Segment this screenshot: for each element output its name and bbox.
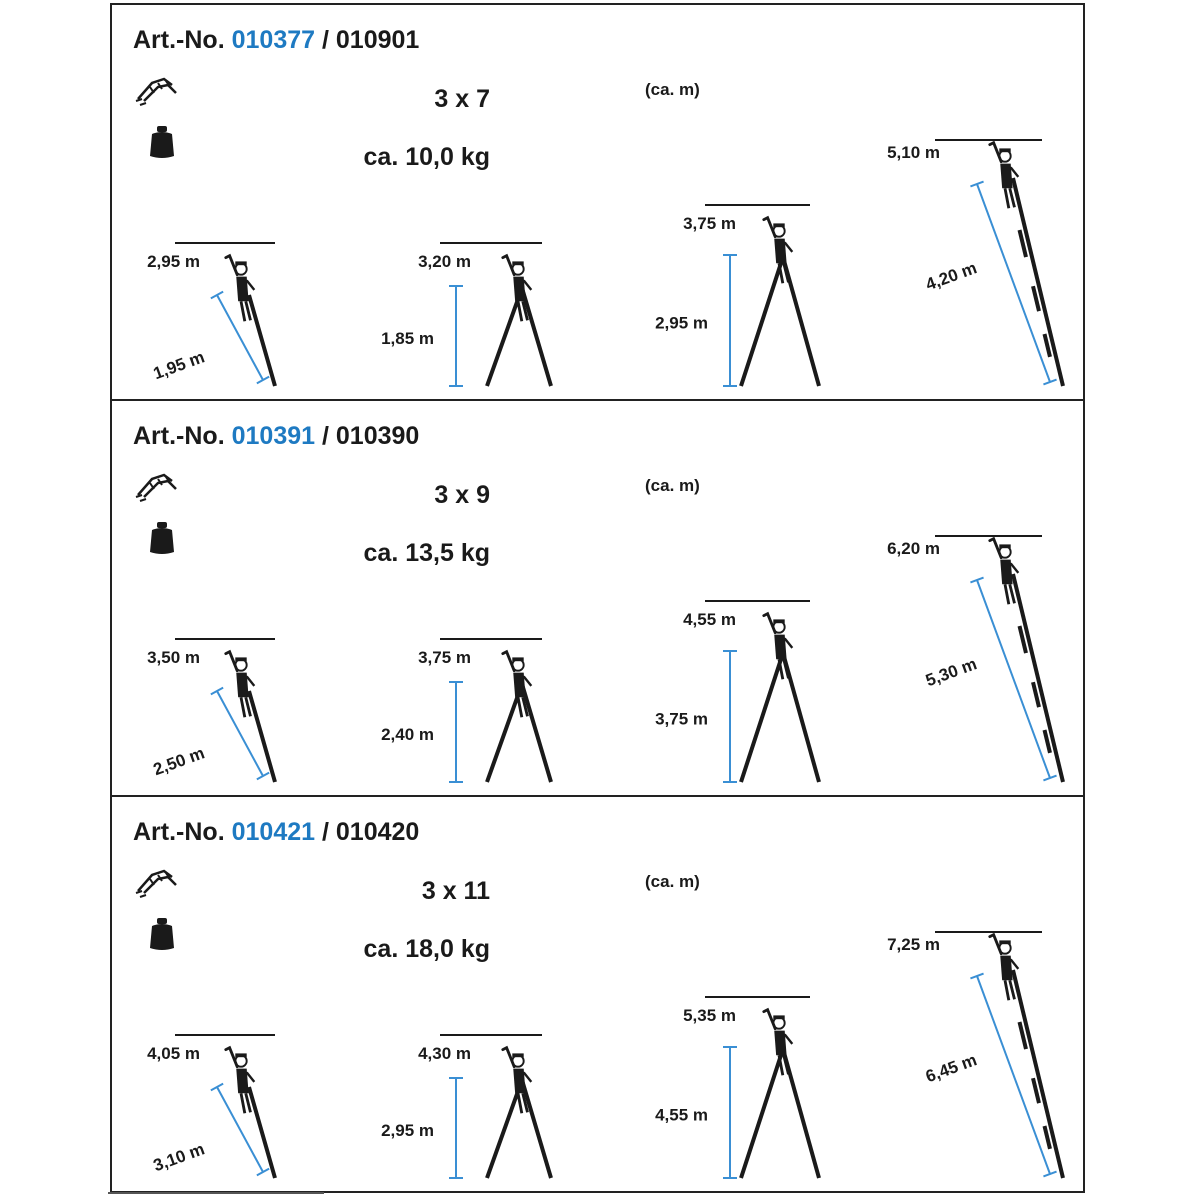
product-panel-3 <box>133 818 1063 1178</box>
worker-arm-holding <box>247 1072 255 1082</box>
worker-cap <box>512 261 523 265</box>
worker-cap <box>235 657 246 661</box>
worker-cap <box>235 261 246 265</box>
ladder-config-2 <box>381 1035 551 1178</box>
worker-arm-raised <box>990 935 1001 954</box>
ladder-rail-back <box>522 684 551 782</box>
reach-height-label: 7,25 m <box>887 935 940 954</box>
reach-height-label: 6,20 m <box>887 539 940 558</box>
worker-legs <box>1005 980 1015 1000</box>
ladder-config-1 <box>147 243 275 386</box>
measure-line <box>217 691 263 776</box>
worker-figure <box>226 1048 255 1114</box>
ladder-rail-front <box>487 1080 522 1178</box>
unit-note: (ca. m) <box>645 476 700 495</box>
ladder-rail-front <box>741 653 783 782</box>
ladder-length-label: 3,10 m <box>150 1139 208 1176</box>
measure-line <box>217 1087 263 1172</box>
reach-height-label: 2,95 m <box>147 252 200 271</box>
worker-legs <box>241 301 251 321</box>
worker-cap <box>999 148 1010 152</box>
weight-value: ca. 18,0 kg <box>363 935 490 963</box>
weight-value: ca. 10,0 kg <box>363 143 490 171</box>
worker-figure <box>990 143 1019 209</box>
worker-legs <box>241 1093 251 1113</box>
worker-cap <box>773 223 784 227</box>
ladder-config-1 <box>147 639 275 782</box>
ladder-length-label: 2,50 m <box>150 743 208 780</box>
worker-body <box>774 1031 786 1056</box>
ladder-rail-back <box>522 1080 551 1178</box>
article-number: Art.-No. 010377 / 010901 <box>133 26 420 54</box>
reach-height-label: 5,35 m <box>683 1006 736 1025</box>
ladder-config-3 <box>655 601 819 782</box>
ladder-section-overlap <box>1045 334 1051 357</box>
article-number-primary: 010377 <box>231 26 316 54</box>
ladder-rail-front <box>487 684 522 782</box>
ladder-config-1 <box>147 1035 275 1178</box>
unit-note: (ca. m) <box>645 872 700 891</box>
worker-cap <box>235 1053 246 1057</box>
measure-line <box>217 295 263 380</box>
article-number: Art.-No. 010421 / 010420 <box>133 818 420 846</box>
ladder-length-label: 5,30 m <box>923 654 980 691</box>
reach-height-label: 4,55 m <box>683 610 736 629</box>
ladder-rail-back <box>522 288 551 386</box>
worker-cap <box>999 940 1010 944</box>
measure-cap-top <box>211 688 223 695</box>
reach-height-label: 3,75 m <box>683 214 736 233</box>
worker-legs <box>241 697 251 717</box>
worker-cap <box>999 544 1010 548</box>
ladder-rail <box>249 691 275 782</box>
article-number-primary: 010391 <box>231 422 316 450</box>
ladder-rail <box>1013 574 1063 782</box>
worker-arm-holding <box>785 1034 793 1044</box>
rung-configuration: 3 x 7 <box>434 85 490 113</box>
worker-arm-raised <box>503 652 514 671</box>
ladder-rail-front <box>487 288 522 386</box>
weight-icon <box>150 126 174 158</box>
worker-arm-holding <box>247 676 255 686</box>
worker-arm-holding <box>1011 959 1019 969</box>
worker-body <box>236 277 248 302</box>
weight-icon <box>150 522 174 554</box>
ladder-rungs-icon <box>136 871 176 897</box>
worker-cap <box>773 619 784 623</box>
ladder-length-label: 3,75 m <box>655 709 708 729</box>
ladder-length-label: 6,45 m <box>923 1050 980 1087</box>
ladder-length-label: 2,40 m <box>381 725 434 744</box>
ladder-length-label: 1,85 m <box>381 329 434 348</box>
ladder-rail <box>1013 178 1063 386</box>
worker-body <box>774 635 786 660</box>
reach-height-label: 5,10 m <box>887 143 940 162</box>
ladder-config-4 <box>887 140 1063 386</box>
worker-arm-raised <box>503 256 514 275</box>
ladder-rail <box>1013 970 1063 1178</box>
worker-arm-holding <box>524 280 532 290</box>
ladder-rungs-icon <box>136 79 176 105</box>
worker-body <box>1000 164 1012 189</box>
ladder-length-label: 2,95 m <box>655 313 708 333</box>
worker-body <box>513 673 525 698</box>
ladder-length-label: 2,95 m <box>381 1121 434 1140</box>
ladder-rail-front <box>741 257 783 386</box>
worker-cap <box>512 1053 523 1057</box>
reach-height-label: 3,50 m <box>147 648 200 667</box>
worker-legs <box>1005 584 1015 604</box>
ladder-config-3 <box>655 997 819 1178</box>
worker-arm-raised <box>226 256 237 275</box>
worker-arm-holding <box>785 638 793 648</box>
worker-arm-raised <box>226 652 237 671</box>
worker-body <box>1000 560 1012 585</box>
measure-cap-bottom <box>257 773 269 780</box>
worker-arm-holding <box>1011 563 1019 573</box>
worker-cap <box>512 657 523 661</box>
measure-cap-top <box>211 292 223 299</box>
worker-body <box>236 673 248 698</box>
worker-arm-holding <box>785 242 793 252</box>
article-number-secondary: / 010420 <box>315 818 420 846</box>
reach-height-label: 4,05 m <box>147 1044 200 1063</box>
worker-arm-holding <box>247 280 255 290</box>
ladder-config-2 <box>381 639 551 782</box>
article-number: Art.-No. 010391 / 010390 <box>133 422 420 450</box>
worker-figure <box>226 652 255 718</box>
measure-cap-bottom <box>257 1169 269 1176</box>
ladder-section-overlap <box>1045 1126 1051 1149</box>
ladder-config-2 <box>381 243 551 386</box>
ladder-rail <box>249 295 275 386</box>
worker-figure <box>990 539 1019 605</box>
ladder-config-3 <box>655 205 819 386</box>
worker-body <box>236 1069 248 1094</box>
ladder-rail-front <box>741 1049 783 1178</box>
article-number-secondary: / 010901 <box>315 26 420 54</box>
worker-body <box>1000 956 1012 981</box>
worker-arm-holding <box>524 676 532 686</box>
worker-arm-holding <box>524 1072 532 1082</box>
ladder-length-label: 4,55 m <box>655 1105 708 1125</box>
worker-body <box>774 239 786 264</box>
worker-cap <box>773 1015 784 1019</box>
measure-cap-bottom <box>257 377 269 384</box>
ladder-config-4 <box>887 932 1063 1178</box>
worker-arm-raised <box>990 539 1001 558</box>
reach-height-label: 4,30 m <box>418 1044 471 1063</box>
measure-cap-top <box>211 1084 223 1091</box>
product-panel-2 <box>133 422 1063 782</box>
article-number-secondary: / 010390 <box>315 422 420 450</box>
worker-body <box>513 1069 525 1094</box>
reach-height-label: 3,75 m <box>418 648 471 667</box>
worker-arm-raised <box>764 614 775 633</box>
weight-value: ca. 13,5 kg <box>363 539 490 567</box>
worker-legs <box>1005 188 1015 208</box>
ladder-section-overlap <box>1045 730 1051 753</box>
ladder-length-label: 4,20 m <box>923 258 980 295</box>
weight-icon <box>150 918 174 950</box>
ladder-config-4 <box>887 536 1063 782</box>
worker-figure <box>990 935 1019 1001</box>
ladder-rungs-icon <box>136 475 176 501</box>
worker-arm-holding <box>1011 167 1019 177</box>
unit-note: (ca. m) <box>645 80 700 99</box>
ladder-rail <box>249 1087 275 1178</box>
worker-body <box>513 277 525 302</box>
reach-height-label: 3,20 m <box>418 252 471 271</box>
article-number-primary: 010421 <box>231 818 316 846</box>
rung-configuration: 3 x 9 <box>434 481 490 509</box>
product-panel-1 <box>133 26 1063 386</box>
rung-configuration: 3 x 11 <box>421 877 490 905</box>
ladder-length-label: 1,95 m <box>150 347 208 384</box>
worker-figure <box>226 256 255 322</box>
